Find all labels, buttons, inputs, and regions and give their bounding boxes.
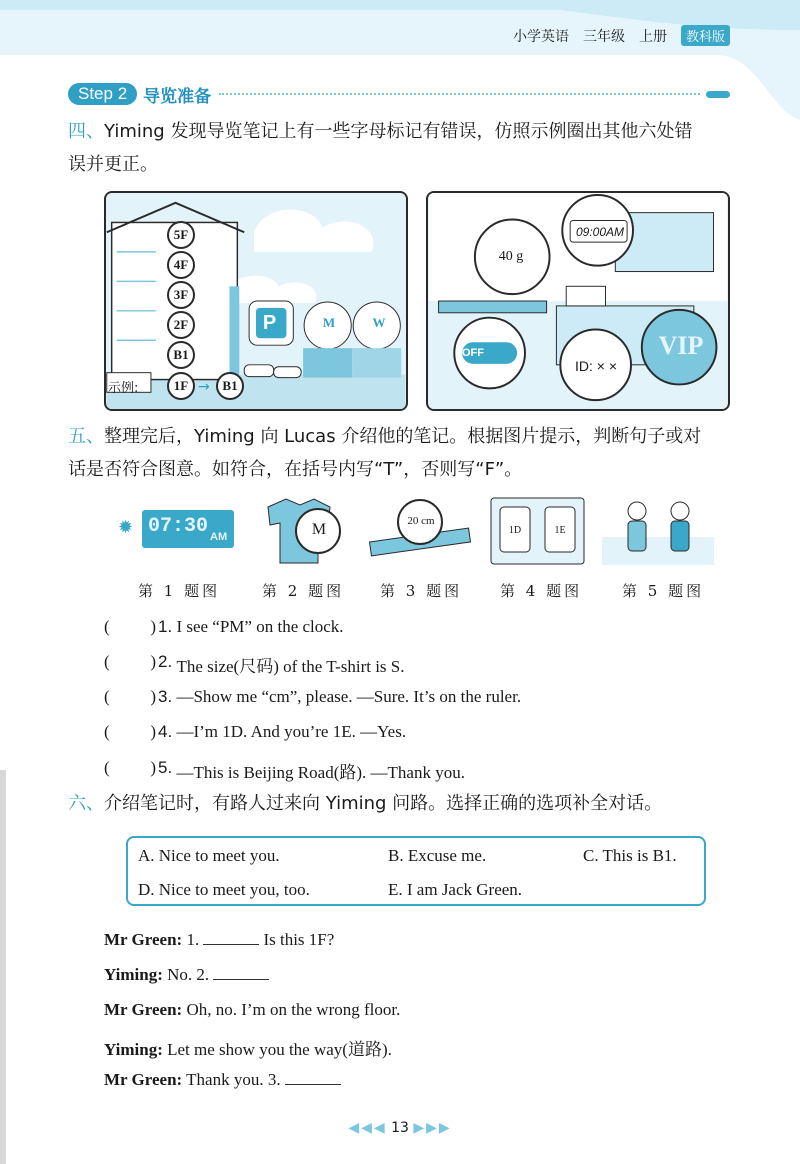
step-end-marker — [706, 91, 730, 98]
tf-item-number: 3. — [158, 687, 173, 706]
vip-label[interactable]: VIP — [658, 331, 704, 360]
clock-time: 07:30 — [148, 515, 209, 538]
figure-3-ruler — [365, 497, 475, 557]
header-grade: 三年级 — [582, 28, 625, 45]
dialog-text: 1. — [186, 930, 200, 949]
clock-label[interactable]: 09:00AM — [575, 225, 625, 239]
floor-label-example[interactable]: 1F — [167, 372, 195, 400]
floor-label[interactable]: 4F — [167, 251, 195, 279]
shirt-size-label: M — [311, 521, 327, 538]
dialog-text: No. 2. — [167, 965, 210, 984]
sun-icon: ✹ — [118, 517, 134, 538]
floor-label[interactable]: 3F — [167, 281, 195, 309]
figure-caption: 第 1 题图 — [138, 582, 221, 600]
option-e[interactable]: E. I am Jack Green. — [388, 880, 523, 899]
tf-item-text: —Show me “cm”, please. —Sure. It’s on the ruler. — [176, 687, 522, 706]
id-card-label[interactable]: ID: × × — [574, 358, 618, 374]
page-number-text: 13 — [391, 1120, 409, 1136]
figure-4-seats — [490, 497, 585, 565]
tf-item-number: 4. — [158, 722, 173, 741]
dialog-line — [104, 1070, 341, 1090]
page-number — [0, 1120, 800, 1136]
tf-item-text: The size(尺码) of the T-shirt is S. — [176, 657, 405, 676]
figure-2-shirt — [258, 497, 348, 567]
parking-sign[interactable]: P — [262, 312, 277, 334]
option-d[interactable]: D. Nice to meet you, too. — [138, 880, 310, 899]
q4-line1: Yiming 发现导览笔记上有一些字母标记有错误，仿照示例圈出其他六处错 — [104, 121, 693, 142]
dialog-speaker: Mr Green: — [104, 1000, 183, 1019]
tf-item — [104, 687, 521, 707]
room-label-layer — [426, 191, 730, 411]
figure-5-people — [602, 497, 714, 565]
women-sign[interactable]: W — [372, 315, 386, 330]
answer-paren[interactable]: ( ) — [104, 722, 156, 741]
floor-label-corrected: B1 — [216, 372, 244, 400]
header-edition-badge: 教科版 — [681, 25, 730, 46]
dialog-speaker: Mr Green: — [104, 930, 183, 949]
step-title: 导览准备 — [143, 86, 212, 107]
tf-item-number: 1. — [158, 617, 173, 636]
q6-title-text: 介绍笔记时，有路人过来向 Yiming 问路。选择正确的选项补全对话。 — [104, 793, 663, 814]
tf-item-text: —This is Beijing Road(路). —Thank you. — [176, 763, 465, 782]
tf-item — [104, 652, 405, 677]
dialog-speaker: Mr Green: — [104, 1070, 183, 1089]
q5-line2: 话是否符合图意。如符合，在括号内写“T”，否则写“F”。 — [68, 459, 523, 480]
people-icon — [602, 497, 714, 565]
tf-item — [104, 758, 465, 783]
figure-1-clock — [118, 505, 238, 550]
q6-title — [68, 787, 738, 820]
dialog-text: Thank you. 3. — [186, 1070, 281, 1089]
dialog-speaker: Yiming: — [104, 1040, 163, 1059]
dialog-text: Let me show you the way(道路). — [167, 1040, 392, 1059]
header-info — [513, 25, 730, 46]
answer-paren[interactable]: ( ) — [104, 652, 156, 671]
q6-number: 六、 — [68, 793, 104, 814]
tshirt-icon — [258, 497, 348, 567]
floor-label[interactable]: B1 — [167, 341, 195, 369]
tf-item-text: —I’m 1D. And you’re 1E. —Yes. — [176, 722, 407, 741]
answer-paren[interactable]: ( ) — [104, 687, 156, 706]
arrows-right-icon: ▶▶▶ — [413, 1120, 452, 1136]
step-heading — [68, 81, 730, 107]
step-divider — [219, 93, 700, 95]
option-b[interactable]: B. Excuse me. — [388, 846, 487, 865]
header-volume: 上册 — [638, 28, 667, 45]
ruler-label: 20 cm — [407, 515, 435, 527]
answer-blank[interactable] — [213, 966, 269, 980]
tf-item — [104, 617, 344, 637]
tf-item — [104, 722, 406, 742]
figure-caption: 第 2 题图 — [262, 582, 345, 600]
floor-label[interactable]: 2F — [167, 311, 195, 339]
tf-item-number: 5. — [158, 758, 173, 777]
dialog-line — [104, 1000, 400, 1020]
floor-label-layer — [104, 191, 408, 411]
dialog-line — [104, 1035, 392, 1060]
q5-line1: 整理完后，Yiming 向 Lucas 介绍他的笔记。根据图片提示，判断句子或对 — [104, 426, 702, 447]
example-label: 示例: — [108, 381, 139, 396]
q4-number: 四、 — [68, 121, 104, 142]
binding-edge — [0, 770, 6, 1164]
answer-blank[interactable] — [203, 931, 259, 945]
option-c[interactable]: C. This is B1. — [583, 846, 677, 865]
ruler-icon — [365, 497, 475, 557]
q5-title — [68, 420, 738, 486]
step-label: Step 2 — [68, 83, 137, 105]
header-subject: 小学英语 — [512, 28, 569, 45]
arrows-left-icon: ◀◀◀ — [348, 1120, 387, 1136]
dialog-line — [104, 965, 269, 985]
tf-item-text: I see “PM” on the clock. — [176, 617, 344, 636]
figure-caption: 第 4 题图 — [500, 582, 583, 600]
tf-item-number: 2. — [158, 652, 173, 671]
arrow-icon: → — [198, 379, 210, 395]
figure-caption: 第 5 题图 — [622, 582, 705, 600]
dialog-text: Oh, no. I’m on the wrong floor. — [186, 1000, 401, 1019]
seat-left-label: 1D — [508, 525, 522, 536]
floor-label[interactable]: 5F — [167, 221, 195, 249]
switch-label[interactable]: OFF — [462, 347, 484, 359]
answer-paren[interactable]: ( ) — [104, 617, 156, 636]
figure-caption: 第 3 题图 — [380, 582, 463, 600]
seat-right-label: 1E — [554, 525, 566, 536]
answer-blank[interactable] — [285, 1071, 341, 1085]
scale-label[interactable]: 40 g — [498, 249, 524, 264]
dialog-text-after: Is this 1F? — [263, 930, 335, 949]
answer-paren[interactable]: ( ) — [104, 758, 156, 777]
q4-title — [68, 115, 738, 181]
option-a[interactable]: A. Nice to meet you. — [138, 846, 280, 865]
dialog-speaker: Yiming: — [104, 965, 163, 984]
q4-line2: 误并更正。 — [68, 154, 158, 175]
q5-number: 五、 — [68, 426, 104, 447]
dialog-line — [104, 930, 334, 950]
men-sign[interactable]: M — [322, 315, 336, 330]
clock-suffix: AM — [210, 531, 228, 543]
options-box — [126, 836, 706, 906]
